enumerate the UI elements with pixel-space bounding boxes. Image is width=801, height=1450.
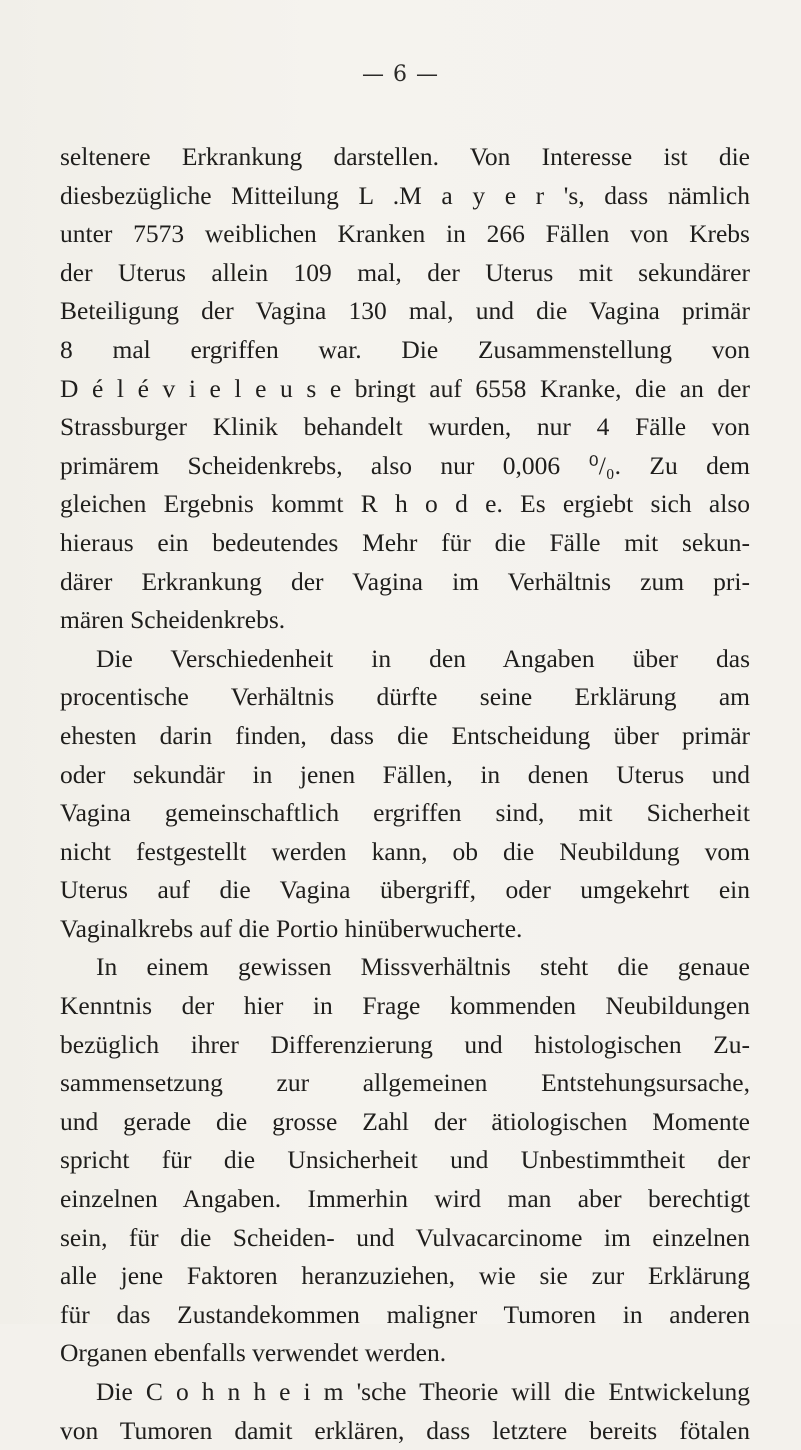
text-line: bezüglich ihrer Differenzierung und histologischen Zu- [60, 1029, 750, 1059]
text-line: oder sekundär in jenen Fällen, in denen Uterus und [60, 759, 750, 789]
text-line: alle jene Faktoren heranzuziehen, wie sie zur Erklärung [60, 1261, 750, 1291]
text-line: Die Verschiedenheit in den Angaben über das [96, 643, 750, 673]
text-line: 8 mal ergriffen war. Die Zusammenstellung von [60, 334, 750, 364]
text-line: sein, für die Scheiden- und Vulvacarcinome im einzelnen [60, 1222, 750, 1252]
text-line: seltenere Erkrankung darstellen. Von Interesse ist die [60, 142, 750, 171]
text-line: Vagina gemeinschaftlich ergriffen sind, mit Sicherheit [60, 798, 750, 828]
text-line: mären Scheidenkrebs. [60, 605, 286, 635]
text-line: nicht festgestellt werden kann, ob die Neubildung vom [60, 836, 750, 866]
text-line: und gerade die grosse Zahl der ätiologischen Momente [60, 1106, 750, 1136]
text-line: Vaginalkrebs auf die Portio hinüberwucherte. [60, 913, 523, 943]
text-line: därer Erkrankung der Vagina im Verhältnis zum pri- [60, 566, 750, 596]
text-line: von Tumoren damit erklären, dass letztere bereits fötalen [60, 1415, 750, 1445]
text-line: procentische Verhältnis dürfte seine Erklärung am [60, 682, 750, 712]
text-line: Beteiligung der Vagina 130 mal, und die Vagina primär [60, 296, 750, 326]
text-line: ehesten darin finden, dass die Entscheidung über primär [60, 720, 750, 750]
text-line: hieraus ein bedeutendes Mehr für die Fälle mit sekun- [60, 527, 750, 557]
body-text [60, 138, 750, 1450]
text-line: unter 7573 weiblichen Kranken in 266 Fällen von Krebs [60, 219, 750, 249]
text-line: D é l é v i e l e u s e bringt auf 6558 Kranke, die an der [60, 373, 750, 403]
text-line: Uterus auf die Vagina übergriff, oder umgekehrt ein [60, 875, 750, 905]
page-number: — 6 — [362, 62, 439, 87]
text-line: einzelnen Angaben. Immerhin wird man aber berechtigt [60, 1184, 750, 1214]
text-line: gleichen Ergebnis kommt R h o d e. Es ergiebt sich also [60, 489, 750, 519]
text-line: primärem Scheidenkrebs, also nur 0,006 ⁰/₀. Zu dem [60, 450, 750, 480]
text-line: der Uterus allein 109 mal, der Uterus mit sekundärer [60, 257, 750, 287]
text-line: Organen ebenfalls verwendet werden. [60, 1338, 447, 1368]
text-line: Strassburger Klinik behandelt wurden, nur 4 Fälle von [60, 412, 750, 442]
text-line: spricht für die Unsicherheit und Unbestimmtheit der [60, 1145, 750, 1175]
text-line: In einem gewissen Missverhältnis steht die genaue [96, 952, 750, 982]
text-line: Kenntnis der hier in Frage kommenden Neubildungen [60, 991, 750, 1021]
text-line: für das Zustandekommen maligner Tumoren in anderen [60, 1299, 750, 1329]
text-line: Die C o h n h e i m 'sche Theorie will die Entwickelung [96, 1377, 750, 1406]
text-line: diesbezügliche Mitteilung L .M a y e r 's, dass nämlich [60, 180, 750, 210]
text-line: sammensetzung zur allgemeinen Entstehungsursache, [60, 1068, 750, 1098]
